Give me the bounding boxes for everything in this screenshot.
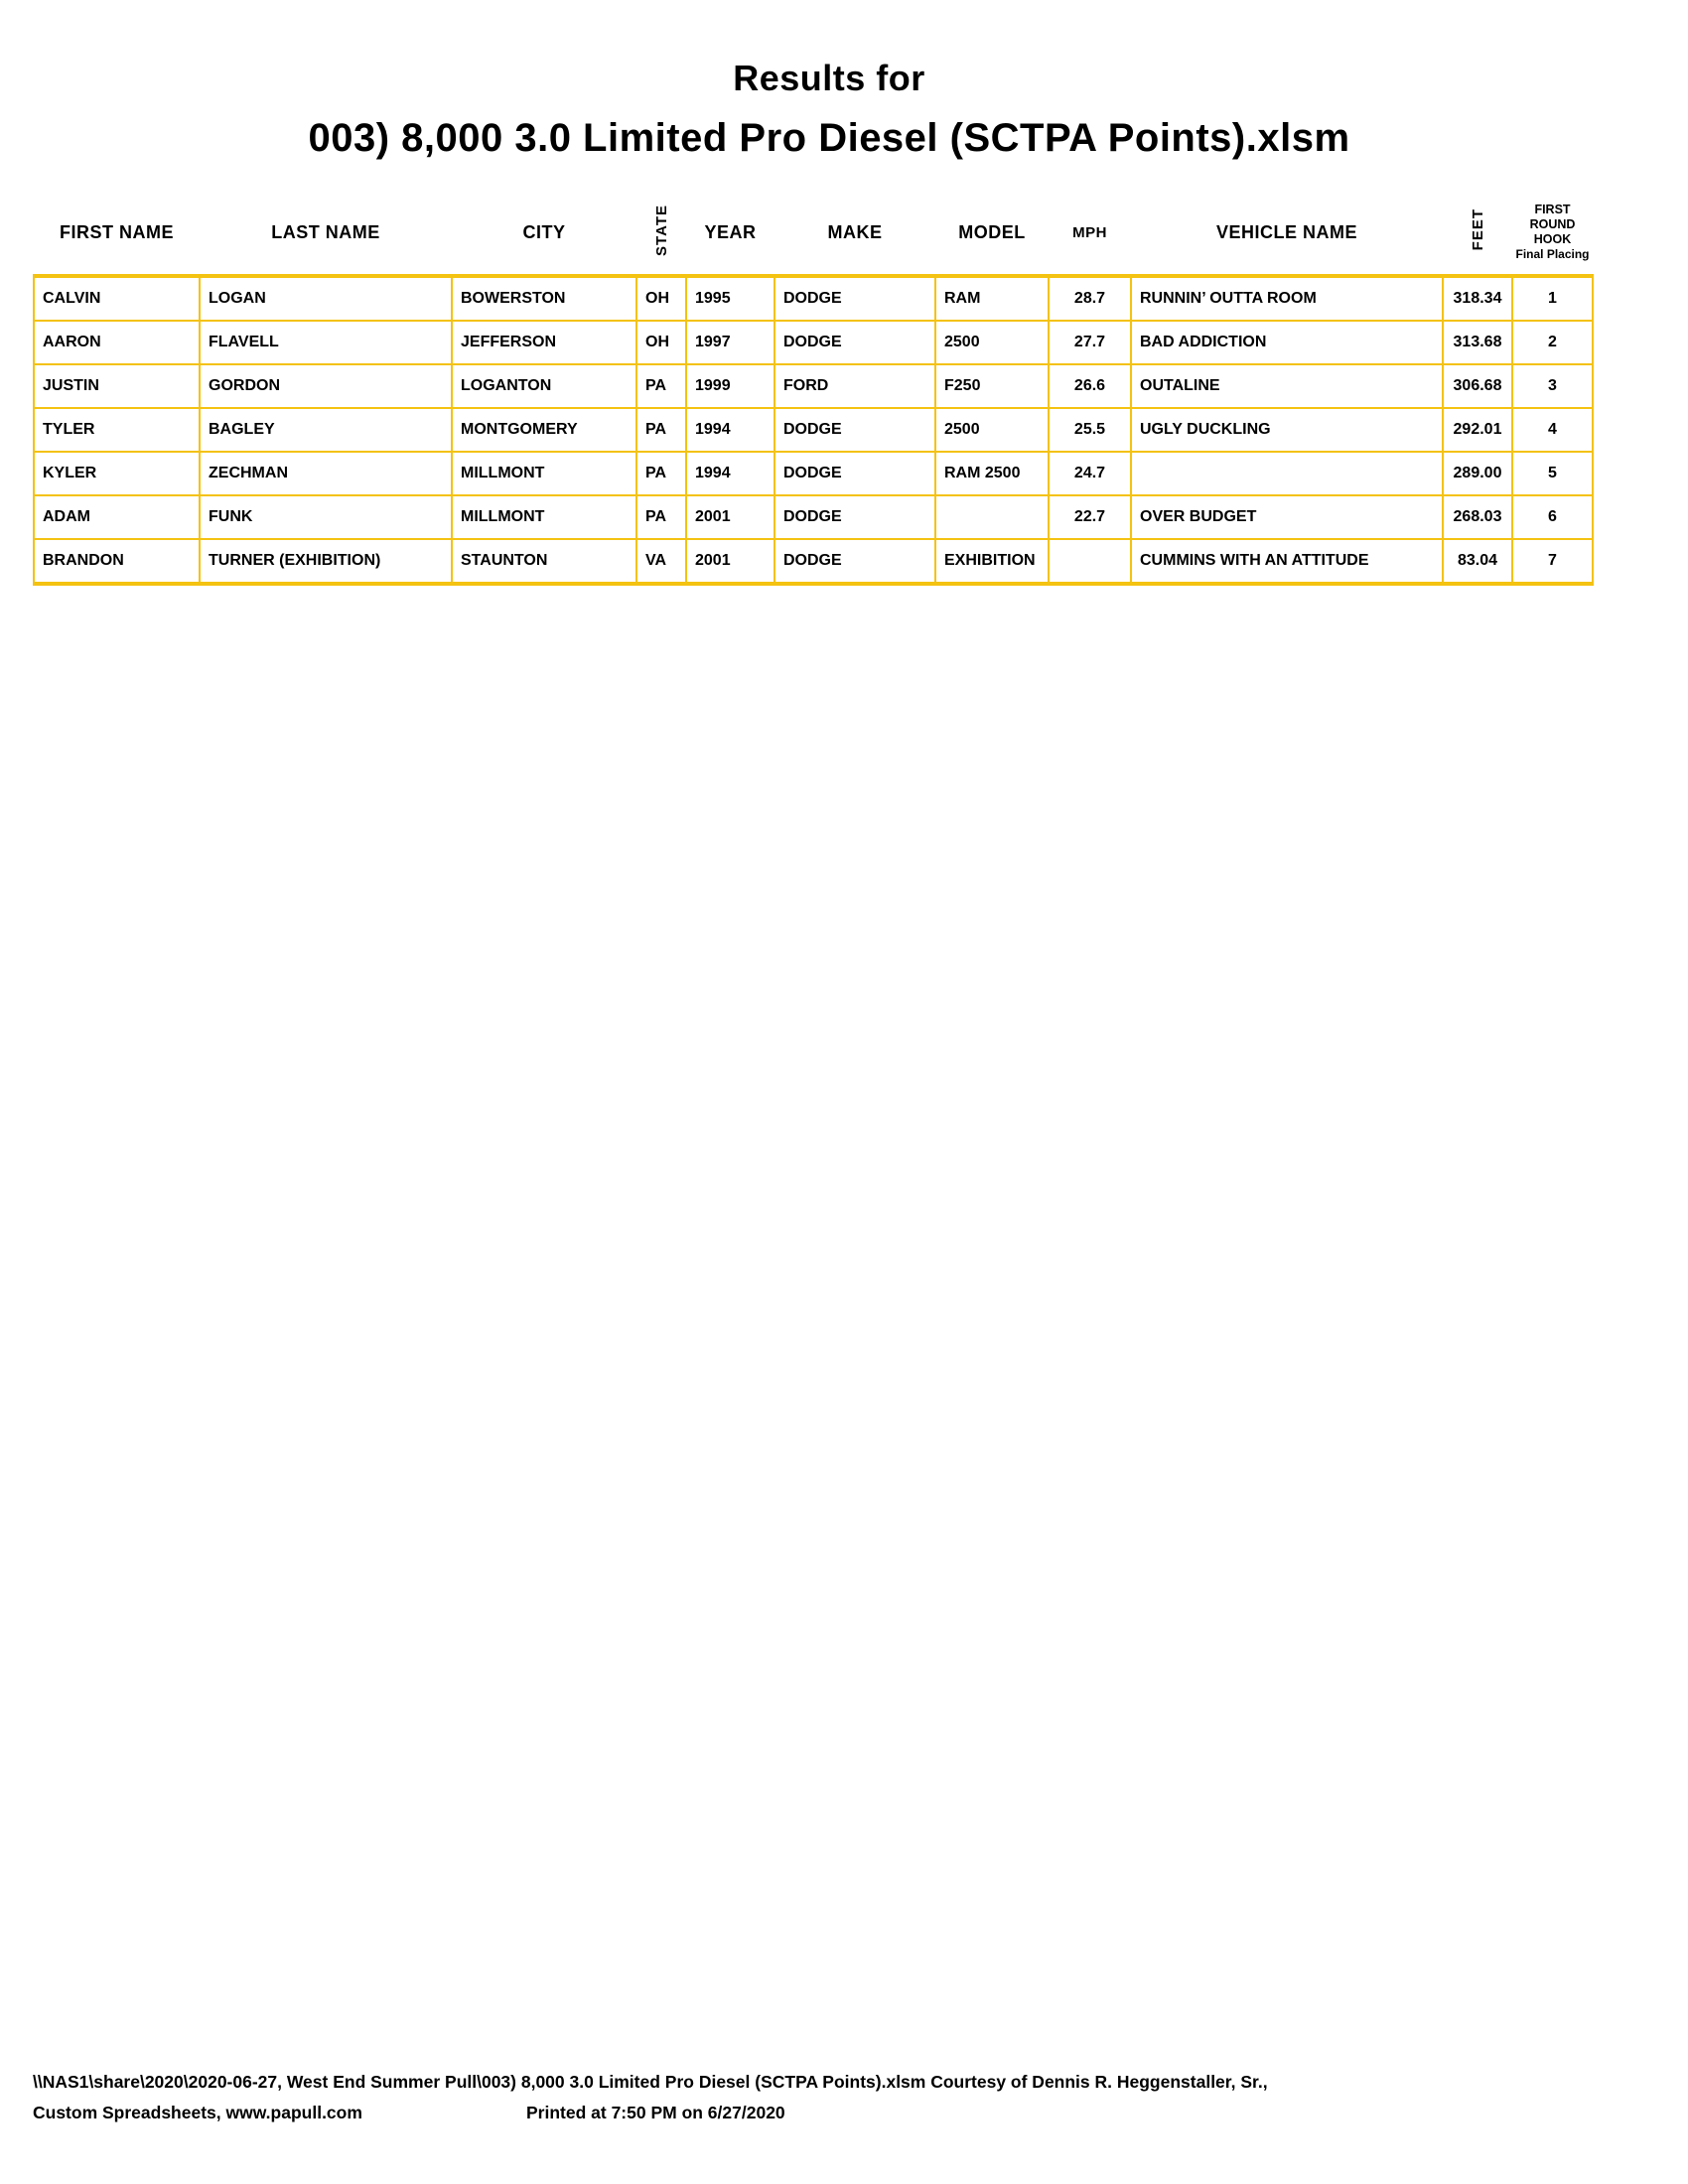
cell-feet: 306.68 [1443, 364, 1512, 408]
cell-feet: 83.04 [1443, 539, 1512, 584]
cell-mph [1049, 539, 1131, 584]
cell-model: RAM 2500 [935, 452, 1049, 495]
cell-final-placing: 6 [1512, 495, 1593, 539]
cell-mph: 26.6 [1049, 364, 1131, 408]
footer-credit-text: Custom Spreadsheets, www.papull.com [33, 2103, 362, 2122]
table-row [34, 408, 1593, 452]
cell-vehicle-name: RUNNIN’ OUTTA ROOM [1131, 276, 1443, 321]
col-header-city: CITY [522, 221, 566, 242]
cell-first-name: CALVIN [34, 276, 200, 321]
cell-make: DODGE [774, 276, 935, 321]
cell-final-placing: 3 [1512, 364, 1593, 408]
cell-mph: 24.7 [1049, 452, 1131, 495]
cell-vehicle-name: OUTALINE [1131, 364, 1443, 408]
col-header-state [636, 191, 686, 276]
cell-model: RAM [935, 276, 1049, 321]
cell-mph: 27.7 [1049, 321, 1131, 364]
page-title: Results for [733, 58, 925, 98]
cell-final-placing: 1 [1512, 276, 1593, 321]
cell-city: MONTGOMERY [452, 408, 636, 452]
cell-final-placing: 5 [1512, 452, 1593, 495]
cell-city: BOWERSTON [452, 276, 636, 321]
col-header-make: MAKE [827, 221, 883, 242]
cell-year: 1995 [686, 276, 774, 321]
cell-mph: 22.7 [1049, 495, 1131, 539]
cell-feet: 289.00 [1443, 452, 1512, 495]
footer [33, 2067, 1671, 2128]
cell-state: VA [636, 539, 686, 584]
cell-make: DODGE [774, 452, 935, 495]
cell-feet: 313.68 [1443, 321, 1512, 364]
cell-first-name: AARON [34, 321, 200, 364]
cell-city: JEFFERSON [452, 321, 636, 364]
cell-year: 2001 [686, 495, 774, 539]
cell-vehicle-name: OVER BUDGET [1131, 495, 1443, 539]
table-row [34, 452, 1593, 495]
cell-year: 2001 [686, 539, 774, 584]
cell-model: 2500 [935, 408, 1049, 452]
cell-first-name: BRANDON [34, 539, 200, 584]
cell-vehicle-name: CUMMINS WITH AN ATTITUDE [1131, 539, 1443, 584]
cell-make: DODGE [774, 539, 935, 584]
cell-vehicle-name: UGLY DUCKLING [1131, 408, 1443, 452]
table-row [34, 495, 1593, 539]
cell-make: DODGE [774, 321, 935, 364]
footer-printed-timestamp: Printed at 7:50 PM on 6/27/2020 [526, 2103, 785, 2122]
cell-last-name: GORDON [200, 364, 452, 408]
cell-city: MILLMONT [452, 495, 636, 539]
table-row [34, 276, 1593, 321]
cell-feet: 318.34 [1443, 276, 1512, 321]
hook-header-line-2: HOOK [1533, 232, 1572, 246]
col-header-feet-label: FEET [1469, 208, 1486, 251]
cell-last-name: FUNK [200, 495, 452, 539]
cell-state: PA [636, 364, 686, 408]
page-subtitle-filename: 003) 8,000 3.0 Limited Pro Diesel (SCTPA Points).xlsm [308, 116, 1350, 160]
cell-year: 1994 [686, 408, 774, 452]
cell-mph: 28.7 [1049, 276, 1131, 321]
results-tbody [34, 276, 1593, 584]
cell-last-name: ZECHMAN [200, 452, 452, 495]
table-row [34, 539, 1593, 584]
cell-vehicle-name [1131, 452, 1443, 495]
footer-credit-line [33, 2098, 1671, 2128]
col-header-feet [1443, 191, 1512, 276]
cell-make: FORD [774, 364, 935, 408]
cell-first-name: TYLER [34, 408, 200, 452]
cell-last-name: TURNER (EXHIBITION) [200, 539, 452, 584]
cell-city: MILLMONT [452, 452, 636, 495]
cell-final-placing: 4 [1512, 408, 1593, 452]
title-block [0, 58, 1658, 161]
cell-feet: 292.01 [1443, 408, 1512, 452]
cell-state: PA [636, 495, 686, 539]
cell-year: 1994 [686, 452, 774, 495]
col-header-first-name: FIRST NAME [60, 221, 174, 242]
table-row [34, 321, 1593, 364]
cell-first-name: KYLER [34, 452, 200, 495]
header-row [34, 191, 1593, 276]
cell-state: OH [636, 321, 686, 364]
cell-mph: 25.5 [1049, 408, 1131, 452]
col-header-state-label: STATE [652, 204, 670, 256]
cell-final-placing: 2 [1512, 321, 1593, 364]
cell-make: DODGE [774, 495, 935, 539]
cell-year: 1997 [686, 321, 774, 364]
cell-first-name: ADAM [34, 495, 200, 539]
cell-make: DODGE [774, 408, 935, 452]
cell-last-name: FLAVELL [200, 321, 452, 364]
cell-state: OH [636, 276, 686, 321]
col-header-mph: MPH [1072, 223, 1107, 241]
results-table [33, 191, 1594, 586]
cell-model [935, 495, 1049, 539]
cell-last-name: LOGAN [200, 276, 452, 321]
cell-model: 2500 [935, 321, 1049, 364]
cell-vehicle-name: BAD ADDICTION [1131, 321, 1443, 364]
hook-header-line-3: Final Placing [1515, 247, 1590, 261]
cell-model: EXHIBITION [935, 539, 1049, 584]
cell-state: PA [636, 452, 686, 495]
cell-final-placing: 7 [1512, 539, 1593, 584]
cell-year: 1999 [686, 364, 774, 408]
cell-model: F250 [935, 364, 1049, 408]
cell-state: PA [636, 408, 686, 452]
cell-city: STAUNTON [452, 539, 636, 584]
footer-file-path-line: \\NAS1\share\2020\2020-06-27, West End Summer Pull\003) 8,000 3.0 Limited Pro Diesel (SCTPA Points).xlsm Courtesy of Dennis R. Heggenstaller, Sr., [33, 2072, 1268, 2092]
hook-header-line-1: FIRST ROUND [1529, 203, 1576, 231]
col-header-model: MODEL [958, 221, 1026, 242]
cell-city: LOGANTON [452, 364, 636, 408]
col-header-last-name: LAST NAME [271, 221, 380, 242]
table-row [34, 364, 1593, 408]
cell-first-name: JUSTIN [34, 364, 200, 408]
col-header-year: YEAR [704, 221, 757, 242]
col-header-first-round-hook [1512, 191, 1593, 276]
col-header-vehicle-name: VEHICLE NAME [1215, 221, 1357, 242]
cell-feet: 268.03 [1443, 495, 1512, 539]
cell-last-name: BAGLEY [200, 408, 452, 452]
